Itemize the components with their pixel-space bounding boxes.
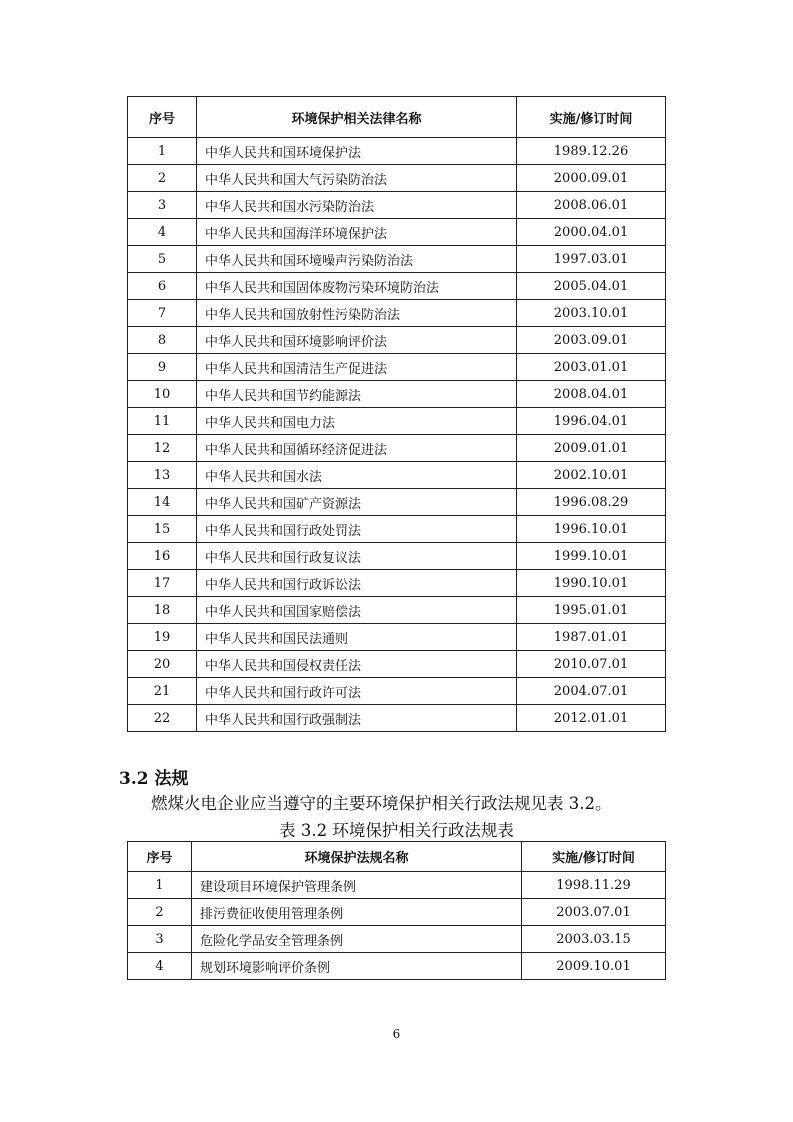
effective-date-cell: 2003.09.01 bbox=[517, 327, 666, 354]
table-caption: 表 3.2 环境保护相关行政法规表 bbox=[279, 821, 514, 840]
effective-date-cell: 2004.07.01 bbox=[517, 678, 666, 705]
law-name-cell: 中华人民共和国节约能源法 bbox=[197, 381, 517, 408]
effective-date-cell: 1997.03.01 bbox=[517, 246, 666, 273]
law-name-cell: 危险化学品安全管理条例 bbox=[192, 926, 522, 953]
regulations-table bbox=[127, 841, 666, 980]
effective-date-cell: 1996.08.29 bbox=[517, 489, 666, 516]
row-number-cell: 10 bbox=[128, 381, 197, 408]
table-row bbox=[128, 246, 666, 273]
table-row bbox=[128, 872, 666, 899]
effective-date-cell: 2002.10.01 bbox=[517, 462, 666, 489]
table-row bbox=[128, 899, 666, 926]
law-name-cell: 中华人民共和国环境影响评价法 bbox=[197, 327, 517, 354]
laws-table bbox=[127, 96, 666, 732]
row-number-cell: 18 bbox=[128, 597, 197, 624]
law-name-cell: 中华人民共和国行政复议法 bbox=[197, 543, 517, 570]
law-name-cell: 中华人民共和国环境保护法 bbox=[197, 138, 517, 165]
table-row bbox=[128, 435, 666, 462]
table-row bbox=[128, 327, 666, 354]
table-row bbox=[128, 705, 666, 732]
effective-date-cell: 2012.01.01 bbox=[517, 705, 666, 732]
law-name-cell: 中华人民共和国矿产资源法 bbox=[197, 489, 517, 516]
law-name-cell: 中华人民共和国固体废物污染环境防治法 bbox=[197, 273, 517, 300]
header-cell: 实施/修订时间 bbox=[517, 97, 666, 138]
row-number-cell: 2 bbox=[128, 899, 192, 926]
row-number-cell: 3 bbox=[128, 926, 192, 953]
row-number-cell: 22 bbox=[128, 705, 197, 732]
row-number-cell: 4 bbox=[128, 219, 197, 246]
law-name-cell: 中华人民共和国大气污染防治法 bbox=[197, 165, 517, 192]
table-row bbox=[128, 516, 666, 543]
table-row bbox=[128, 953, 666, 980]
law-name-cell: 中华人民共和国放射性污染防治法 bbox=[197, 300, 517, 327]
effective-date-cell: 2003.03.15 bbox=[522, 926, 666, 953]
law-name-cell: 中华人民共和国行政强制法 bbox=[197, 705, 517, 732]
law-name-cell: 规划环境影响评价条例 bbox=[192, 953, 522, 980]
row-number-cell: 5 bbox=[128, 246, 197, 273]
table-header-row bbox=[128, 97, 666, 138]
table-row bbox=[128, 926, 666, 953]
row-number-cell: 9 bbox=[128, 354, 197, 381]
table-row bbox=[128, 381, 666, 408]
law-name-cell: 中华人民共和国民法通则 bbox=[197, 624, 517, 651]
effective-date-cell: 1999.10.01 bbox=[517, 543, 666, 570]
law-name-cell: 中华人民共和国水污染防治法 bbox=[197, 192, 517, 219]
effective-date-cell: 2008.04.01 bbox=[517, 381, 666, 408]
law-name-cell: 中华人民共和国行政许可法 bbox=[197, 678, 517, 705]
table-row bbox=[128, 408, 666, 435]
effective-date-cell: 2005.04.01 bbox=[517, 273, 666, 300]
row-number-cell: 19 bbox=[128, 624, 197, 651]
header-cell: 实施/修订时间 bbox=[522, 842, 666, 872]
table-row bbox=[128, 570, 666, 597]
effective-date-cell: 1996.10.01 bbox=[517, 516, 666, 543]
row-number-cell: 14 bbox=[128, 489, 197, 516]
table-row bbox=[128, 138, 666, 165]
table-row bbox=[128, 354, 666, 381]
law-name-cell: 中华人民共和国清洁生产促进法 bbox=[197, 354, 517, 381]
effective-date-cell: 2003.07.01 bbox=[522, 899, 666, 926]
law-name-cell: 中华人民共和国侵权责任法 bbox=[197, 651, 517, 678]
table-row bbox=[128, 300, 666, 327]
effective-date-cell: 2009.01.01 bbox=[517, 435, 666, 462]
effective-date-cell: 1989.12.26 bbox=[517, 138, 666, 165]
page-number: 6 bbox=[392, 1027, 401, 1041]
table-row bbox=[128, 543, 666, 570]
table-row bbox=[128, 597, 666, 624]
row-number-cell: 4 bbox=[128, 953, 192, 980]
law-name-cell: 中华人民共和国海洋环境保护法 bbox=[197, 219, 517, 246]
row-number-cell: 16 bbox=[128, 543, 197, 570]
effective-date-cell: 2010.07.01 bbox=[517, 651, 666, 678]
row-number-cell: 3 bbox=[128, 192, 197, 219]
effective-date-cell: 2009.10.01 bbox=[522, 953, 666, 980]
row-number-cell: 17 bbox=[128, 570, 197, 597]
table-row bbox=[128, 678, 666, 705]
row-number-cell: 21 bbox=[128, 678, 197, 705]
law-name-cell: 建设项目环境保护管理条例 bbox=[192, 872, 522, 899]
law-name-cell: 中华人民共和国国家赔偿法 bbox=[197, 597, 517, 624]
table-row bbox=[128, 624, 666, 651]
row-number-cell: 8 bbox=[128, 327, 197, 354]
header-cell: 序号 bbox=[128, 97, 197, 138]
row-number-cell: 20 bbox=[128, 651, 197, 678]
table-row bbox=[128, 165, 666, 192]
row-number-cell: 6 bbox=[128, 273, 197, 300]
header-cell: 序号 bbox=[128, 842, 192, 872]
row-number-cell: 15 bbox=[128, 516, 197, 543]
table-row bbox=[128, 462, 666, 489]
row-number-cell: 1 bbox=[128, 138, 197, 165]
row-number-cell: 11 bbox=[128, 408, 197, 435]
row-number-cell: 2 bbox=[128, 165, 197, 192]
section-text: 燃煤火电企业应当遵守的主要环境保护相关行政法规见表 3.2。 bbox=[151, 794, 612, 813]
effective-date-cell: 1987.01.01 bbox=[517, 624, 666, 651]
section-heading: 3.2 法规 bbox=[119, 769, 189, 789]
law-name-cell: 中华人民共和国行政处罚法 bbox=[197, 516, 517, 543]
effective-date-cell: 2000.09.01 bbox=[517, 165, 666, 192]
effective-date-cell: 1990.10.01 bbox=[517, 570, 666, 597]
law-name-cell: 中华人民共和国循环经济促进法 bbox=[197, 435, 517, 462]
effective-date-cell: 1998.11.29 bbox=[522, 872, 666, 899]
effective-date-cell: 2003.01.01 bbox=[517, 354, 666, 381]
header-cell: 环境保护法规名称 bbox=[192, 842, 522, 872]
effective-date-cell: 2008.06.01 bbox=[517, 192, 666, 219]
table-row bbox=[128, 219, 666, 246]
law-name-cell: 中华人民共和国环境噪声污染防治法 bbox=[197, 246, 517, 273]
effective-date-cell: 1995.01.01 bbox=[517, 597, 666, 624]
row-number-cell: 1 bbox=[128, 872, 192, 899]
row-number-cell: 7 bbox=[128, 300, 197, 327]
table-header-row bbox=[128, 842, 666, 872]
effective-date-cell: 1996.04.01 bbox=[517, 408, 666, 435]
law-name-cell: 排污费征收使用管理条例 bbox=[192, 899, 522, 926]
table-row bbox=[128, 192, 666, 219]
row-number-cell: 12 bbox=[128, 435, 197, 462]
table-row bbox=[128, 489, 666, 516]
effective-date-cell: 2003.10.01 bbox=[517, 300, 666, 327]
effective-date-cell: 2000.04.01 bbox=[517, 219, 666, 246]
law-name-cell: 中华人民共和国电力法 bbox=[197, 408, 517, 435]
row-number-cell: 13 bbox=[128, 462, 197, 489]
table-row bbox=[128, 273, 666, 300]
law-name-cell: 中华人民共和国行政诉讼法 bbox=[197, 570, 517, 597]
header-cell: 环境保护相关法律名称 bbox=[197, 97, 517, 138]
law-name-cell: 中华人民共和国水法 bbox=[197, 462, 517, 489]
table-row bbox=[128, 651, 666, 678]
